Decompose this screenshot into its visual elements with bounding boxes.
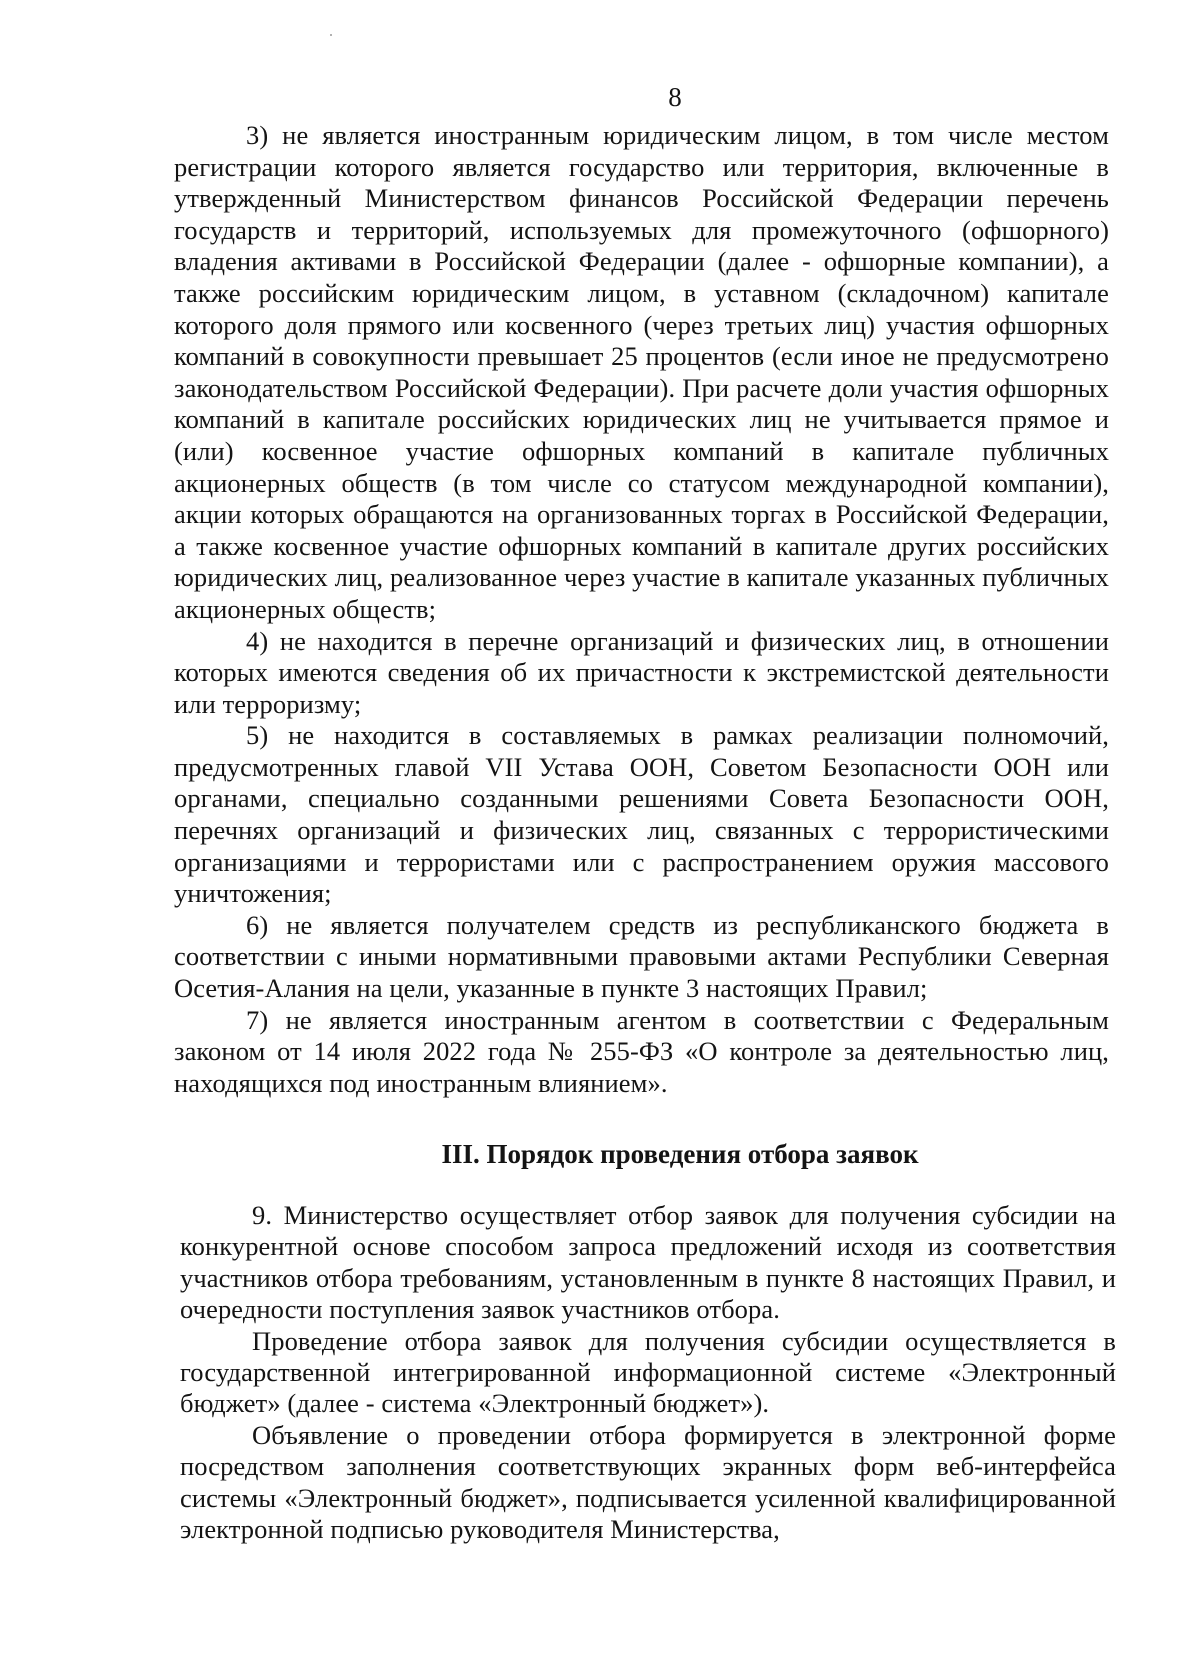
paragraph-item-3: 3) не является иностранным юридическим лицом, в том числе местом регистрации которого является государство или территория, включенные в утвержденный Министерством финансов Российской Федерации перечень государств и территорий, используемых для промежуточного (офшорного) владения активами в Российской Федерации (далее - офшорные компании), а также российским юридическим лицом, в уставном (складочном) капитале которого доля прямого или косвенного (через третьих лиц) участия офшорных компаний в совокупности превышает 25 процентов (если иное не предусмотрено законодательством Российской Федерации). При расчете доли участия офшорных компаний в капитале российских юридических лиц не учитывается прямое и (или) косвенное участие офшорных компаний в капитале публичных акционерных обществ (в том числе со статусом международной компании), акции которых обращаются на организованных торгах в Российской Федерации, а также косвенное участие офшорных компаний в капитале других российских юридических лиц, реализованное через участие в капитале указанных публичных акционерных обществ; <box>174 120 1109 624</box>
paragraph-item-5: 5) не находится в составляемых в рамках реализации полномочий, предусмотренных главой VII Устава ООН, Советом Безопасности ООН или органами, специально созданными решениями Совета Безопасности ООН, перечнях организаций и физических лиц, связанных с террористическими организациями и террористами или с распространением оружия массового уничтожения; <box>174 720 1109 909</box>
paragraph-clause-9: 9. Министерство осуществляет отбор заявок для получения субсидии на конкурентной основе способом запроса предложений исходя из соответствия участников отбора требованиям, установленным в пункте 8 настоящих Правил, и очередности поступления заявок участников отбора. <box>180 1200 1116 1325</box>
paragraph-announcement: Объявление о проведении отбора формируется в электронной форме посредством заполнения соответствующих экранных форм веб-интерфейса системы «Электронный бюджет», подписывается усиленной квалифицированной электронной подписью руководителя Министерства, <box>180 1419 1116 1545</box>
scan-artifact <box>330 34 332 36</box>
paragraph-item-6: 6) не является получателем средств из республиканского бюджета в соответствии с иными нормативными правовыми актами Республики Северная Осетия-Алания на цели, указанные в пункте 3 настоящих Правил; <box>174 909 1109 1004</box>
paragraph-item-4: 4) не находится в перечне организаций и физических лиц, в отношении которых имеются сведения об их причастности к экстремистской деятельности или терроризму; <box>174 625 1109 719</box>
section-heading: III. Порядок проведения отбора заявок <box>441 1139 919 1169</box>
page-number: 8 <box>668 82 682 112</box>
paragraph-item-7: 7) не является иностранным агентом в соответствии с Федеральным законом от 14 июля 2022 года № 255-ФЗ «О контроле за деятельностью лиц, находящихся под иностранным влиянием». <box>174 1004 1109 1098</box>
paragraph-selection-system: Проведение отбора заявок для получения субсидии осуществляется в государственной интегрированной информационной системе «Электронный бюджет» (далее - система «Электронный бюджет»). <box>180 1325 1116 1419</box>
document-body-top <box>174 120 1109 1099</box>
document-body-bottom <box>180 1200 1116 1545</box>
